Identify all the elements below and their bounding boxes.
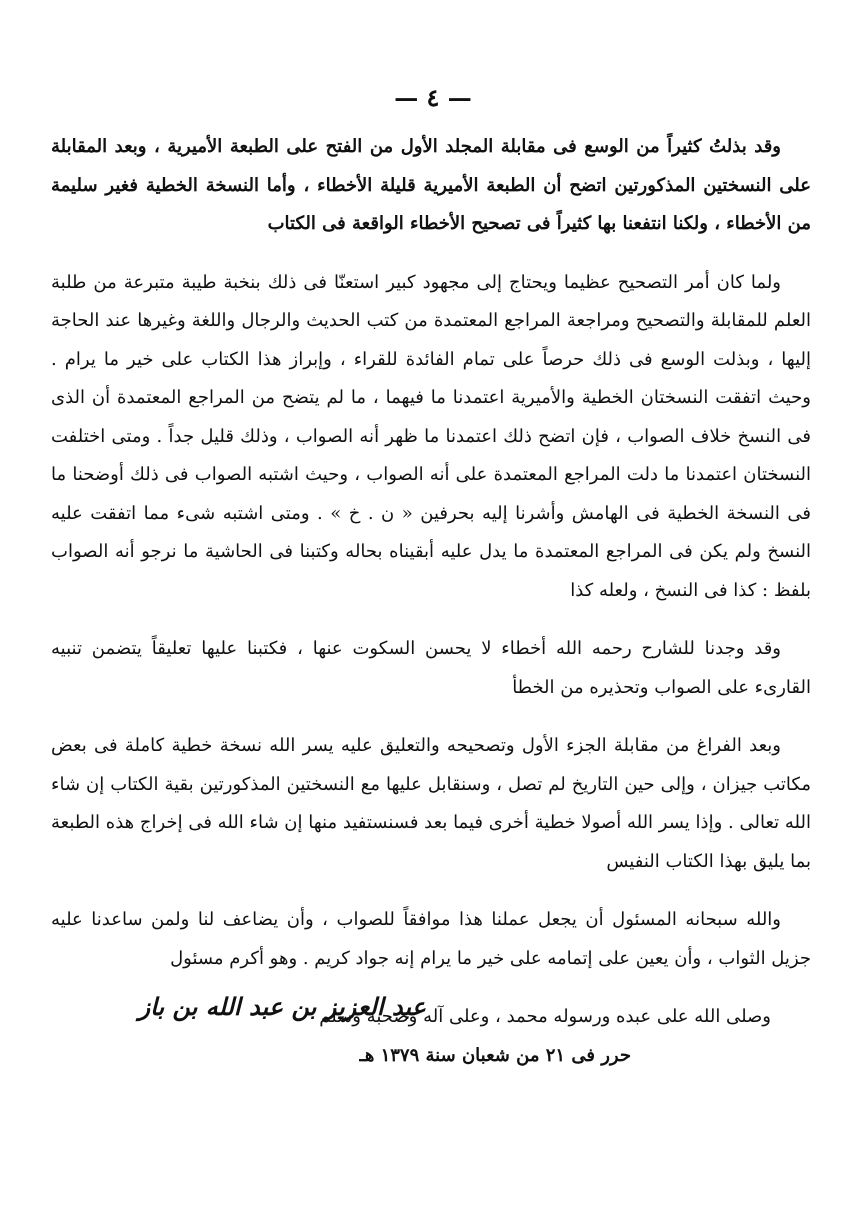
- paragraph-methodology: ولما كان أمر التصحيح عظيما ويحتاج إلى مجهود كبير استعنّا فى ذلك بنخبة طيبة متبرعة من طلبة العلم للمقابلة والتصحيح ومراجعة المراجع المعتمدة من كتب الحديث والرجال واللغة وغيرها عند الحاجة إليها ، وبذلت الوسع فى ذلك حرصاً على تمام الفائدة للقراء ، وإبراز هذا الكتاب على خير ما يرام . وحيث اتفقت النسختان الخطية والأميرية اعتمدنا ما فيهما ، ما لم يتضح من المراجع المعتمدة أن الذى فى النسخ خلاف الصواب ، فإن اتضح ذلك اعتمدنا ما ظهر أنه الصواب ، وذلك قليل جداً . ومتى اختلفت النسختان اعتمدنا ما دلت المراجع المعتمدة على أنه الصواب ، وحيث اشتبه الصواب فى ذلك أوضحنا ما فى النسخة الخطية فى الهامش وأشرنا إليه بحرفين « ن . خ » . ومتى اشتبه شىء مما اتفقت عليه النسخ ولم يكن فى المراجع المعتمدة ما يدل عليه أبقيناه بحاله وكتبنا فى الحاشية ما نرجو أنه الصواب بلفظ : كذا فى النسخ ، ولعله كذا: [51, 271, 811, 601]
- closing-praise: وصلى الله على عبده ورسوله محمد ، وعلى آله وصحبه وسلم: [319, 1006, 771, 1027]
- author-signature: عبد العزيز بن عبد الله بن باز: [138, 992, 426, 1021]
- paragraph-collation: وقد بذلتُ كثيراً من الوسع فى مقابلة المجلد الأول من الفتح على الطبعة الأميرية ، وبعد المقابلة على النسختين المذكورتين اتضح أن الطبعة الأميرية قليلة الأخطاء ، وأما النسخة الخطية فغير سليمة من الأخطاء ، ولكنا انتفعنا بها كثيراً فى تصحيح الأخطاء الواقعة فى الكتاب: [51, 136, 811, 234]
- paragraph-commentary-errors: وقد وجدنا للشارح رحمه الله أخطاء لا يحسن السكوت عنها ، فكتبنا عليها تعليقاً يتضمن تنبيه القارىء على الصواب وتحذيره من الخطأ: [51, 638, 811, 698]
- closing-date: حرر فى ٢١ من شعبان سنة ١٣٧٩ هـ: [359, 1044, 631, 1066]
- document-body: [51, 128, 811, 1075]
- page-number: — ٤ —: [394, 83, 472, 112]
- paragraph-prayer: والله سبحانه المسئول أن يجعل عملنا هذا موافقاً للصواب ، وأن يضاعف لنا ولمن ساعدنا عليه جزيل الثواب ، وأن يعين على إتمامه على خير ما يرام إنه جواد كريم . وهو أكرم مسئول: [51, 909, 811, 969]
- paragraph-new-manuscript: وبعد الفراغ من مقابلة الجزء الأول وتصحيحه والتعليق عليه يسر الله نسخة خطية كاملة فى بعض مكاتب جيزان ، وإلى حين التاريخ لم تصل ، وسنقابل عليها مع النسختين المذكورتين بقية الكتاب إن شاء الله تعالى . وإذا يسر الله أصولا خطية أخرى فيما بعد فسنستفيد منها إن شاء الله فى إخراج هذه الطبعة بما يليق بهذا الكتاب النفيس: [51, 735, 811, 872]
